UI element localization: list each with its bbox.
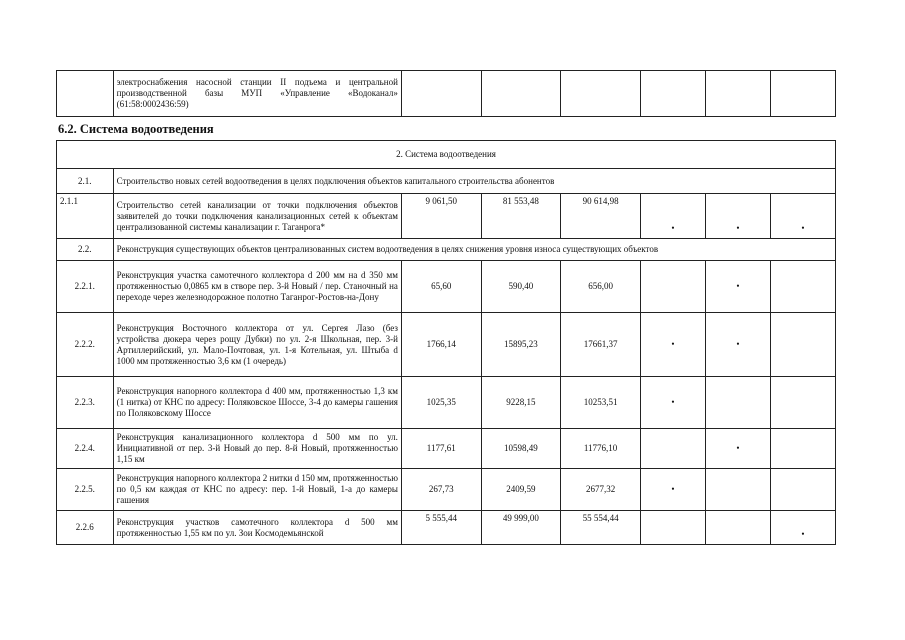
group-row (57, 239, 836, 261)
status-mark-2: • (705, 261, 770, 313)
status-mark-3: • (770, 511, 835, 545)
cost-value-1: 5 555,44 (401, 511, 481, 545)
status-mark-1: • (640, 194, 705, 239)
row-description: Реконструкция канализационного коллектора d 500 мм по ул. Инициативной от пер. 3-й Новый до пер. 8-й Новый, протяженностью 1,15 км (113, 429, 401, 469)
status-mark-1: • (640, 377, 705, 429)
cost-value-1: 267,73 (401, 469, 481, 511)
row-description: Реконструкция участка самотечного коллектора d 200 мм на d 350 мм протяженностью 0,0865 км в створе пер. 3-й Новый / пер. Станочный на переходе через железнодорожное полотно Таганрог-Ростов-на-Дону (113, 261, 401, 313)
cost-value-2: 81 553,48 (481, 194, 561, 239)
status-mark-2 (705, 377, 770, 429)
cost-value-1: 65,60 (401, 261, 481, 313)
row-description: Реконструкция Восточного коллектора от ул. Сергея Лазо (без устройства дюкера через рощу Дубки) по ул. 2-я Школьная, пер. 3-й Артиллерийский, ул. Мало-Почтовая, ул. 1-я Котельная, ул. Штыба d 1000 мм протяженностью 3,6 км (1 очередь) (113, 313, 401, 377)
status-mark-1 (640, 429, 705, 469)
table-row (57, 511, 836, 545)
row-description: Строительство сетей канализации от точки подключения объектов заявителей до точки подключения канализационных сетей к объектам централизованной системы канализации г. Таганрога* (113, 194, 401, 239)
value-cell (481, 71, 561, 117)
status-mark-3 (770, 469, 835, 511)
row-number: 2.2.4. (57, 429, 114, 469)
status-mark-3 (770, 261, 835, 313)
group-row (57, 169, 836, 194)
description-cell: электроснабжения насосной станции II подъема и центральной производственной базы МУП «Управление «Водоканал» (61:58:0002436:59) (113, 71, 401, 117)
table-body (57, 141, 836, 545)
value-cell (561, 71, 641, 117)
cost-value-2: 10598,49 (481, 429, 561, 469)
status-mark-1: • (640, 313, 705, 377)
section-heading: 6.2. Система водоотведения (58, 122, 214, 136)
value-cell (401, 71, 481, 117)
cost-value-3: 90 614,98 (561, 194, 641, 239)
cost-value-3: 2677,32 (561, 469, 641, 511)
cost-value-3: 11776,10 (561, 429, 641, 469)
table-row (57, 261, 836, 313)
status-mark-1 (640, 511, 705, 545)
group-title: Строительство новых сетей водоотведения в целях подключения объектов капитального строительства абонентов (113, 169, 835, 194)
number-cell (57, 71, 114, 117)
row-number: 2.1.1 (57, 194, 114, 239)
cost-value-1: 1025,35 (401, 377, 481, 429)
status-mark-2: • (705, 194, 770, 239)
table-title-row (57, 141, 836, 169)
cost-value-3: 17661,37 (561, 313, 641, 377)
previous-page-table-fragment (56, 70, 836, 117)
status-mark-1 (640, 261, 705, 313)
cost-value-2: 15895,23 (481, 313, 561, 377)
status-mark-2 (705, 469, 770, 511)
row-number: 2.2.2. (57, 313, 114, 377)
row-number: 2.2.6 (57, 511, 114, 545)
row-number: 2.2.1. (57, 261, 114, 313)
row-number: 2.1. (57, 169, 114, 194)
table-row (57, 71, 836, 117)
status-mark-1: • (640, 469, 705, 511)
row-description: Реконструкция участков самотечного коллектора d 500 мм протяженностью 1,55 км по ул. Зои Космодемьянской (113, 511, 401, 545)
mark-cell (770, 71, 835, 117)
table-row (57, 429, 836, 469)
status-mark-3 (770, 313, 835, 377)
cost-value-1: 1766,14 (401, 313, 481, 377)
row-number: 2.2.3. (57, 377, 114, 429)
status-mark-2: • (705, 313, 770, 377)
cost-value-2: 9228,15 (481, 377, 561, 429)
group-title: Реконструкция существующих объектов централизованных систем водоотведения в целях снижения уровня износа существующих объектов (113, 239, 835, 261)
cost-value-1: 9 061,50 (401, 194, 481, 239)
table-row (57, 313, 836, 377)
row-number: 2.2.5. (57, 469, 114, 511)
cost-value-3: 55 554,44 (561, 511, 641, 545)
table-row (57, 194, 836, 239)
cost-value-3: 656,00 (561, 261, 641, 313)
row-description: Реконструкция напорного коллектора 2 нитки d 150 мм, протяженностью по 0,5 км каждая от КНС по адресу: пер. 1-й Новый, 1-а до камеры гашения (113, 469, 401, 511)
cost-value-2: 590,40 (481, 261, 561, 313)
status-mark-3 (770, 377, 835, 429)
status-mark-3: • (770, 194, 835, 239)
cost-value-2: 2409,59 (481, 469, 561, 511)
cost-value-2: 49 999,00 (481, 511, 561, 545)
mark-cell (640, 71, 705, 117)
row-description: Реконструкция напорного коллектора d 400 мм, протяженностью 1,3 км (1 нитка) от КНС по адресу: Поляковское Шоссе, 3-4 до камеры гашения по Поляковскому Шоссе (113, 377, 401, 429)
status-mark-2 (705, 511, 770, 545)
cost-value-3: 10253,51 (561, 377, 641, 429)
cost-value-1: 1177,61 (401, 429, 481, 469)
sewerage-investment-table (56, 140, 836, 545)
table-title: 2. Система водоотведения (57, 141, 836, 169)
row-number: 2.2. (57, 239, 114, 261)
status-mark-2: • (705, 429, 770, 469)
table-row (57, 377, 836, 429)
status-mark-3 (770, 429, 835, 469)
mark-cell (705, 71, 770, 117)
table-row (57, 469, 836, 511)
